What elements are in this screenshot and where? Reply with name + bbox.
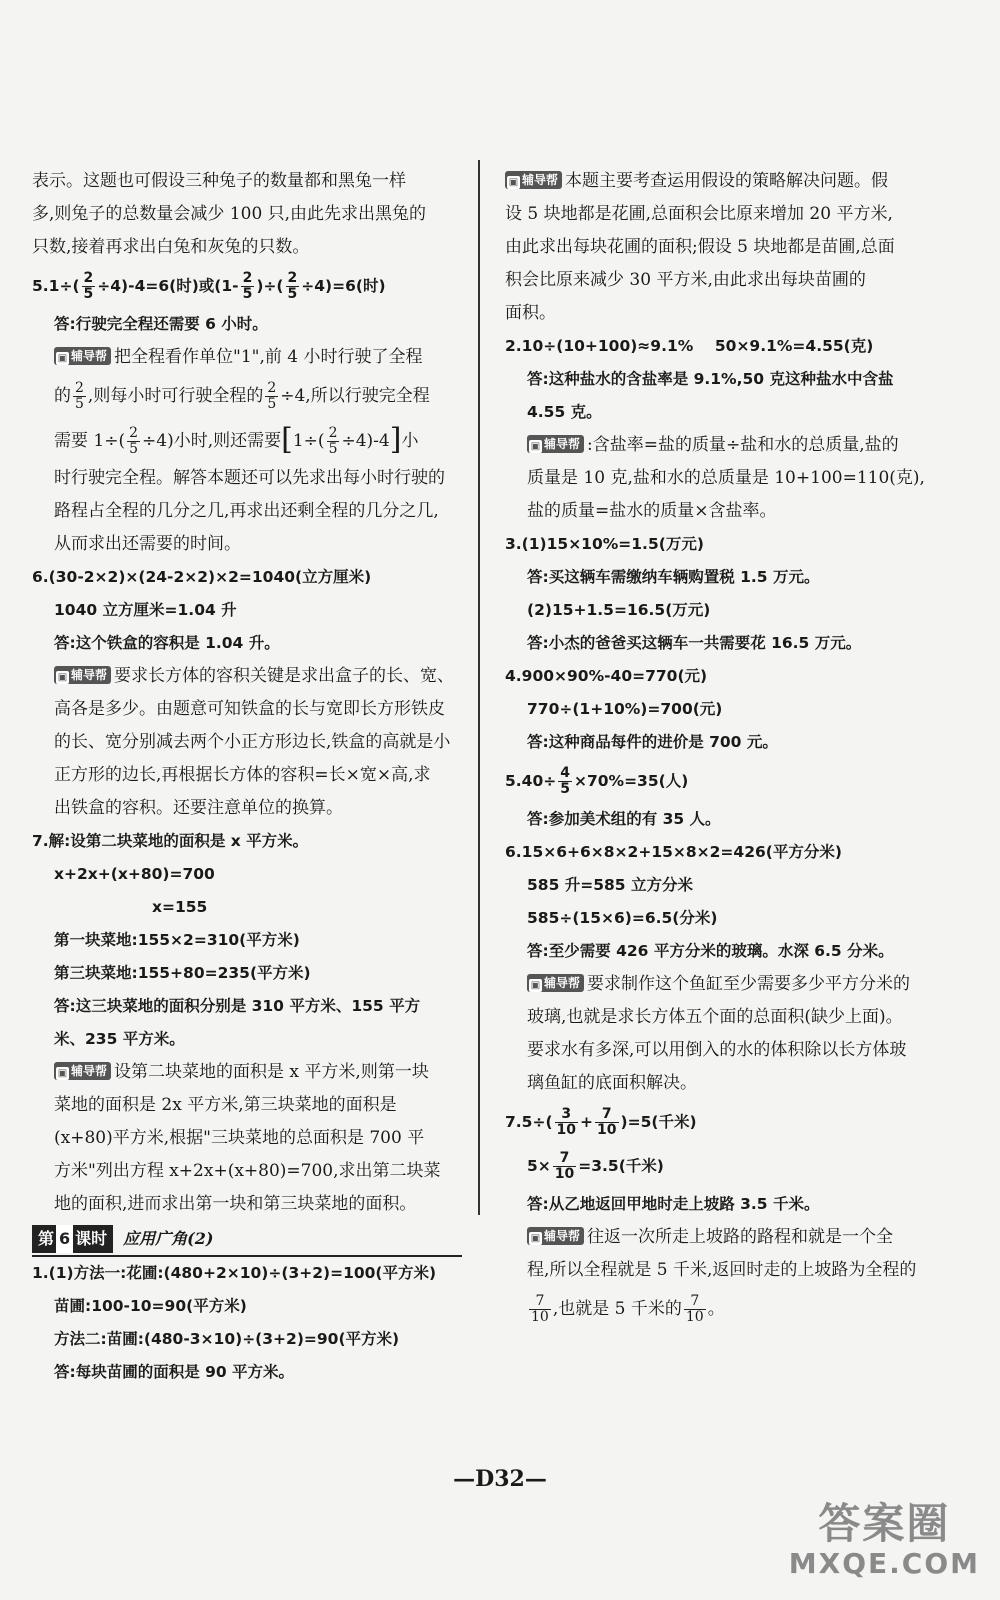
hint-line: ▣ 辅导帮 设第二块菜地的面积是 x 平方米,则第一块 (32, 1056, 462, 1089)
q7-equation: 7.5÷( $\frac{3}{10}$ + $\frac{7}{10}$ )=5(千米) (505, 1106, 697, 1138)
hint-line: 要求水有多深,可以用倒入的水的体积除以长方体玻 (527, 1040, 907, 1060)
hint-badge: ▣ 辅导帮 (527, 1227, 584, 1245)
q7-setup: 7.解:设第二块菜地的面积是 x 平方米。 (32, 832, 309, 850)
s1-method2: 方法二:苗圃:(480-3×10)÷(3+2)=90(平方米) (54, 1330, 400, 1348)
q6-step: 585÷(15×6)=6.5(分米) (527, 909, 718, 927)
hint-line: ▣ 辅导帮 要求长方体的容积关键是求出盒子的长、宽、 (32, 660, 462, 693)
lesson-tag: 第 6 课时 (32, 1225, 113, 1253)
q3-answer: 答:买这辆车需缴纳车辆购置税 1.5 万元。 (527, 568, 820, 586)
hint-line: ▣ 辅导帮 把全程看作单位"1",前 4 小时行驶了全程 (32, 341, 462, 374)
q7-equation: x+2x+(x+80)=700 (54, 865, 215, 883)
s1-step: 苗圃:100-10=90(平方米) (54, 1297, 247, 1315)
q5-equation: 5.40÷ $\frac{4}{5}$ ×70%=35(人) (505, 765, 689, 797)
hint-line: 时行驶完全程。解答本题还可以先求出每小时行驶的 (54, 468, 445, 488)
hint-line: 质量是 10 克,盐和水的总质量是 10+100=110(克), (527, 468, 925, 488)
text-line: 只数,接着再求出白兔和灰兔的只数。 (32, 237, 310, 257)
q7-step: 5× $\frac{7}{10}$ =3.5(千米) (527, 1150, 664, 1182)
hint-badge: ▣ 辅导帮 (54, 347, 111, 365)
left-column (32, 165, 462, 1389)
book-icon: ▣ (530, 1233, 541, 1244)
hint-badge: ▣ 辅导帮 (527, 974, 584, 992)
book-icon: ▣ (57, 1068, 68, 1079)
hint-line: 正方形的边长,再根据长方体的容积=长×宽×高,求 (54, 765, 431, 785)
hint-badge: ▣ 辅导帮 (54, 1062, 111, 1080)
book-icon: ▣ (57, 353, 68, 364)
q5-answer: 答:行驶完全程还需要 6 小时。 (54, 315, 268, 333)
book-icon: ▣ (508, 177, 519, 188)
hint-line: 方米"列出方程 x+2x+(x+80)=700,求出第二块菜 (54, 1161, 441, 1181)
hint-line: ▣ 辅导帮 本题主要考查运用假设的策略解决问题。假 (505, 165, 935, 198)
hint-line: 路程占全程的几分之几,再求出还剩全程的几分之几, (54, 501, 439, 521)
text-line: 多,则兔子的总数量会减少 100 只,由此先求出黑兔的 (32, 204, 427, 224)
q7-answer: 米、235 平方米。 (54, 1030, 185, 1048)
q4-answer: 答:这种商品每件的进价是 700 元。 (527, 733, 778, 751)
s1-answer: 答:每块苗圃的面积是 90 平方米。 (54, 1363, 295, 1381)
fraction: $\frac{4}{5}$ (560, 765, 570, 797)
hint-line: 的 $\frac{2}{5}$ ,则每小时可行驶全程的 $\frac{2}{5}$ ÷4,所以行驶完全程 (54, 380, 430, 412)
hint-line: 积会比原来减少 30 平方米,由此求出每块苗圃的 (505, 270, 866, 290)
book-icon: ▣ (530, 980, 541, 991)
watermark-logo: 答案圈 MXQE.COM (788, 1499, 980, 1580)
fraction: $\frac{2}{5}$ (129, 425, 139, 457)
page-number: —D32— (453, 1466, 547, 1492)
q2-equation: 2.10÷(10+100)≈9.1% 50×9.1%=4.55(克) (505, 337, 874, 355)
fraction: $\frac{2}{5}$ (83, 270, 94, 302)
book-icon: ▣ (57, 672, 68, 683)
hint-line: (x+80)平方米,根据"三块菜地的总面积是 700 平 (54, 1128, 425, 1148)
column-divider (478, 160, 480, 1215)
hint-line: 盐的质量=盐水的质量×含盐率。 (527, 501, 777, 521)
hint-line: 地的面积,进而求出第一块和第三块菜地的面积。 (54, 1194, 417, 1214)
q6-conversion: 585 升=585 立方分米 (527, 876, 693, 894)
lesson-header (32, 1225, 462, 1257)
hint-line: 菜地的面积是 2x 平方米,第三块菜地的面积是 (54, 1095, 397, 1115)
q7-answer: 答:从乙地返回甲地时走上坡路 3.5 千米。 (527, 1195, 820, 1213)
q4-equation: 4.900×90%-40=770(元) (505, 667, 708, 685)
hint-line: ▣ 辅导帮 往返一次所走上坡路的路程和就是一个全 (505, 1221, 935, 1254)
q7-step: 第一块菜地:155×2=310(平方米) (54, 931, 300, 949)
fraction: $\frac{2}{5}$ (328, 425, 338, 457)
fraction: $\frac{2}{5}$ (242, 270, 253, 302)
fraction: $\frac{7}{10}$ (554, 1150, 575, 1182)
fraction: $\frac{2}{5}$ (75, 380, 84, 412)
q7-answer: 答:这三块菜地的面积分别是 310 平方米、155 平方 (54, 997, 421, 1015)
q7-step: 第三块菜地:155+80=235(平方米) (54, 964, 311, 982)
fraction: $\frac{7}{10}$ (597, 1106, 617, 1138)
q4-step: 770÷(1+10%)=700(元) (527, 700, 723, 718)
hint-line: 玻璃,也就是求长方体五个面的总面积(缺少上面)。 (527, 1007, 903, 1027)
lesson-title: 应用广角(2) (123, 1229, 214, 1248)
q5-answer: 答:参加美术组的有 35 人。 (527, 810, 721, 828)
hint-line: 高各是多少。由题意可知铁盒的长与宽即长方形铁皮 (54, 699, 445, 719)
book-icon: ▣ (530, 441, 541, 452)
fraction: $\frac{7}{10}$ (685, 1293, 704, 1325)
q6-answer: 答:这个铁盒的容积是 1.04 升。 (54, 634, 280, 652)
q6-conversion: 1040 立方厘米=1.04 升 (54, 601, 237, 619)
hint-badge: ▣ 辅导帮 (505, 171, 562, 189)
q3-answer: 答:小杰的爸爸买这辆车一共需要花 16.5 万元。 (527, 634, 862, 652)
fraction: $\frac{2}{5}$ (287, 270, 298, 302)
text-line: 表示。这题也可假设三种兔子的数量都和黑兔一样 (32, 171, 406, 191)
q6-equation: 6.(30-2×2)×(24-2×2)×2=1040(立方厘米) (32, 568, 372, 586)
hint-line: 璃鱼缸的底面积解决。 (527, 1073, 697, 1093)
hint-line: 的长、宽分别减去两个小正方形边长,铁盒的高就是小 (54, 732, 451, 752)
q6-equation: 6.15×6+6×8×2+15×8×2=426(平方分米) (505, 843, 842, 861)
q7-solution: x=155 (152, 898, 208, 916)
fraction: $\frac{3}{10}$ (556, 1106, 577, 1138)
hint-line: 由此求出每块花圃的面积;假设 5 块地都是苗圃,总面 (505, 237, 895, 257)
hint-line: 设 5 块地都是花圃,总面积会比原来增加 20 平方米, (505, 204, 893, 224)
q3-part1: 3.(1)15×10%=1.5(万元) (505, 535, 704, 553)
hint-line: 需要 1÷( $\frac{2}{5}$ ÷4)小时,则还需要[1÷( $\frac{2}{5}$ ÷4)-4]小 (54, 422, 419, 457)
q2-answer: 4.55 克。 (527, 403, 602, 421)
right-column (505, 165, 935, 1331)
fraction: $\frac{7}{10}$ (531, 1293, 549, 1325)
hint-line: $\frac{7}{10}$ ,也就是 5 千米的 $\frac{7}{10}$ 。 (531, 1293, 725, 1325)
hint-badge: ▣ 辅导帮 (54, 666, 111, 684)
fraction: $\frac{2}{5}$ (267, 380, 277, 412)
q3-part2: (2)15+1.5=16.5(万元) (527, 601, 711, 619)
q2-answer: 答:这种盐水的含盐率是 9.1%,50 克这种盐水中含盐 (527, 370, 894, 388)
hint-line: ▣ 辅导帮 :含盐率=盐的质量÷盐和水的总质量,盐的 (505, 429, 935, 462)
s1-method1: 1.(1)方法一:花圃:(480+2×10)÷(3+2)=100(平方米) (32, 1264, 437, 1282)
hint-badge: ▣ 辅导帮 (527, 435, 584, 453)
q5-equation: 5.1÷( $\frac{2}{5}$ ÷4)-4=6(时)或(1- $\frac{2}{5}$ )÷( $\frac{2}{5}$ ÷4)=6(时) (32, 270, 386, 302)
hint-line: 面积。 (505, 303, 556, 323)
hint-line: 程,所以全程就是 5 千米,返回时走的上坡路为全程的 (527, 1260, 917, 1280)
hint-line: 从而求出还需要的时间。 (54, 534, 241, 554)
hint-line: 出铁盒的容积。还要注意单位的换算。 (54, 798, 343, 818)
hint-line: ▣ 辅导帮 要求制作这个鱼缸至少需要多少平方分米的 (505, 968, 935, 1001)
q6-answer: 答:至少需要 426 平方分米的玻璃。水深 6.5 分米。 (527, 942, 894, 960)
